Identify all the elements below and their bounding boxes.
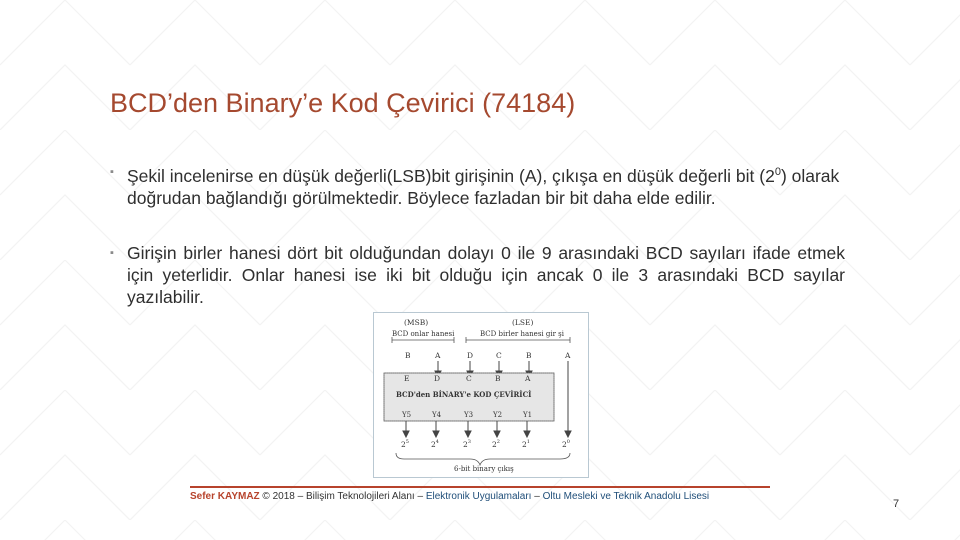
chip-output: Y2 — [493, 411, 503, 419]
footer-copyright: © 2018 – Bilişim Teknolojileri Alanı – — [259, 491, 426, 502]
chip-output: Y4 — [432, 411, 442, 419]
footer-sep: – — [531, 491, 543, 502]
input-letter: A — [565, 351, 571, 360]
bullet-1-text-a: Şekil incelenirse en düşük değerli(LSB)bit girişinin (A), çıkışa en düşük değerli bit (2 — [127, 165, 775, 186]
weight: $2^3$ — [463, 439, 471, 449]
weight: $2^2$ — [492, 439, 500, 449]
bullet-paragraph-1 — [110, 161, 845, 209]
chip-name: BCD'den BİNARY'e KOD ÇEVİRİCİ — [396, 390, 532, 399]
footer-dept: Elektronik Uygulamaları — [425, 491, 532, 502]
chip-output: Y5 — [402, 411, 412, 419]
tens-label: BCD onlar hanesi — [392, 330, 455, 338]
footer-school: Oltu Mesleki ve Teknik Anadolu Lisesi — [542, 491, 710, 502]
bcd-converter-diagram — [373, 312, 589, 478]
weight: $2^0$ — [562, 439, 570, 449]
bullet-1-superscript: 0 — [774, 166, 781, 178]
input-letter: D — [467, 351, 474, 360]
bullet-2-text: Girişin birler hanesi dört bit olduğundan dolayı 0 ile 9 arasındaki BCD sayıları ifade etmek için yeterlidir. Onlar hanesi ise iki bit olduğu için ancak 0 ile 3 arasındaki BCD sayılar yazılabilir. — [127, 243, 845, 307]
units-label: BCD birler hanesi gir şi — [480, 330, 564, 338]
footer — [190, 491, 709, 502]
weight: $2^5$ — [401, 439, 409, 449]
slide-title: BCD’den Binary’e Kod Çevirici (74184) — [110, 88, 576, 118]
chip-input: E — [404, 374, 410, 383]
bullet-paragraph-2 — [110, 242, 845, 308]
bullet-icon: ▪ — [110, 166, 114, 178]
bottom-label: 6-bit binary çıkış — [454, 465, 514, 473]
chip-input: A — [525, 374, 531, 383]
input-letter: A — [435, 351, 441, 360]
page-number: 7 — [893, 498, 900, 510]
bullet-icon: ▪ — [110, 247, 114, 259]
input-letter: B — [526, 351, 532, 360]
input-letter: B — [405, 351, 411, 360]
chip-input: C — [466, 374, 472, 383]
lsb-label: (LSE) — [512, 318, 534, 327]
footer-divider — [190, 486, 770, 488]
chip-output: Y1 — [523, 411, 533, 419]
weight: $2^4$ — [431, 439, 439, 449]
chip-output: Y3 — [464, 411, 474, 419]
input-letter: C — [496, 351, 502, 360]
bullet-1-text-b: ) olarak doğrudan bağlandığı görülmektedir. Böylece fazladan bir bit daha elde edilir. — [127, 165, 840, 208]
chip-input: D — [434, 374, 441, 383]
footer-author: Sefer KAYMAZ — [190, 491, 260, 502]
weight: $2^1$ — [522, 439, 530, 449]
chip-input: B — [495, 374, 501, 383]
msb-label: (MSB) — [404, 318, 429, 327]
